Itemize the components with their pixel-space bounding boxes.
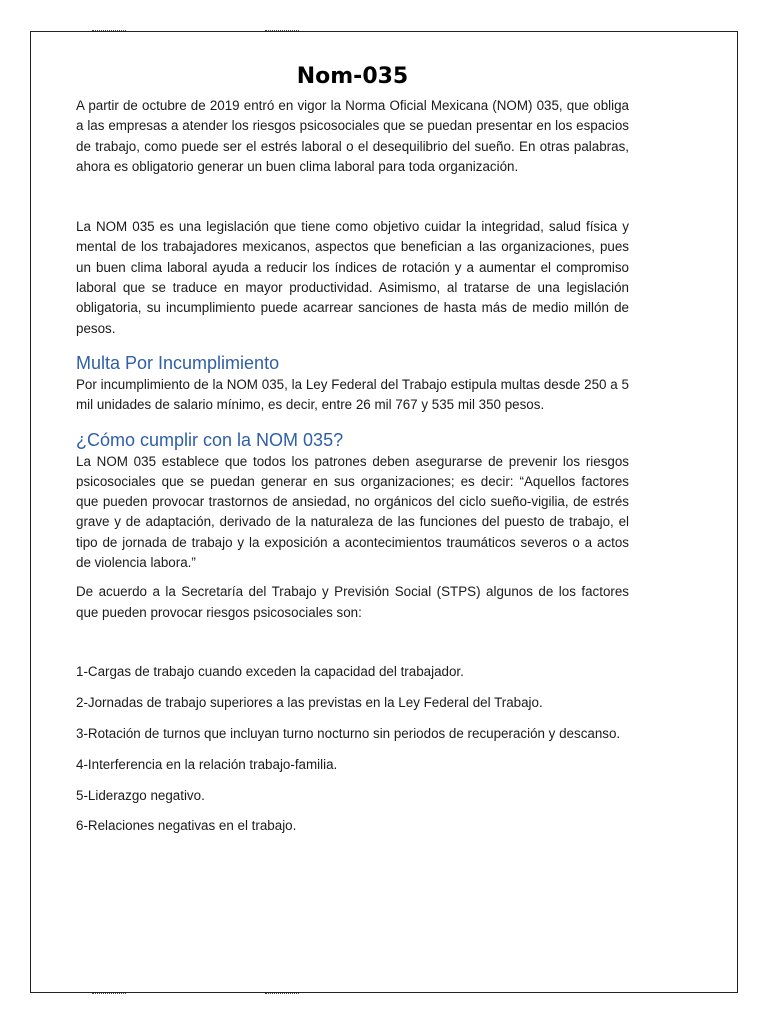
section-paragraph-stps: De acuerdo a la Secretaría del Trabajo y Previsión Social (STPS) algunos de los factores que pueden provocar riesgos psicosociales son: xyxy=(76,584,629,620)
section-heading-como-cumplir: ¿Cómo cumplir con la NOM 035? xyxy=(76,429,344,450)
page-margin-mark xyxy=(92,993,126,994)
page-margin-mark xyxy=(265,30,299,31)
list-item: 3-Rotación de turnos que incluyan turno nocturno sin periodos de recuperación y descanso. xyxy=(76,725,621,741)
list-item: 4-Interferencia en la relación trabajo-familia. xyxy=(76,756,338,772)
list-item: 2-Jornadas de trabajo superiores a las previstas en la Ley Federal del Trabajo. xyxy=(76,694,543,710)
section-paragraph-como-cumplir: La NOM 035 establece que todos los patrones deben asegurarse de prevenir los riesgos psicosociales que se puedan generar en sus organizaciones; es decir: “Aquellos factores que pueden provocar trastornos de ansiedad, no orgánicos del ciclo sueño-vigilia, de estrés grave y de adaptación, derivado de la naturaleza de las funciones del puesto de trabajo, el tipo de jornada de trabajo y la exposición a acontecimientos traumáticos severos o a actos de violencia labora.” xyxy=(76,453,629,571)
page-margin-mark xyxy=(92,30,126,31)
section-paragraph-multa: Por incumplimiento de la NOM 035, la Ley Federal del Trabajo estipula multas desde 250 a 5 mil unidades de salario mínimo, es decir, entre 26 mil 767 y 535 mil 350 pesos. xyxy=(76,376,629,413)
document-title: Nom-035 xyxy=(296,64,409,89)
page-margin-mark xyxy=(265,993,299,994)
section-heading-multa: Multa Por Incumplimiento xyxy=(76,352,280,373)
intro-paragraph: A partir de octubre de 2019 entró en vigor la Norma Oficial Mexicana (NOM) 035, que obliga a las empresas a atender los riesgos psicosociales que se puedan presentar en los espacios de trabajo, como puede ser el estrés laboral o el desequilibrio del sueño. En otras palabras, ahora es obligatorio generar un buen clima laboral para toda organización. xyxy=(76,98,629,174)
list-item: 5-Liderazgo negativo. xyxy=(76,787,205,803)
second-paragraph: La NOM 035 es una legislación que tiene como objetivo cuidar la integridad, salud física y mental de los trabajadores mexicanos, aspectos que benefician a las organizaciones, pues un buen clima laboral ayuda a reducir los índices de rotación y a aumentar el compromiso laboral que se traduce en mayor productividad. Asimismo, al tratarse de una legislación obligatoria, su incumplimiento puede acarrear sanciones de hasta más de medio millón de pesos. xyxy=(76,219,629,336)
list-item: 1-Cargas de trabajo cuando exceden la capacidad del trabajador. xyxy=(76,663,464,679)
document-body xyxy=(76,62,629,847)
list-item: 6-Relaciones negativas en el trabajo. xyxy=(76,818,297,834)
factors-list xyxy=(76,662,629,837)
